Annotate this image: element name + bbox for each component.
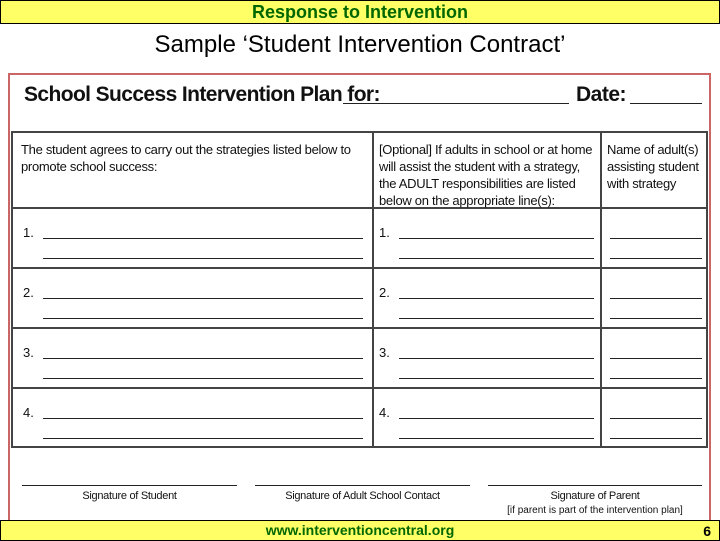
adult-name-line[interactable] <box>610 318 702 319</box>
adult-name-line[interactable] <box>610 438 702 439</box>
row-divider <box>13 387 706 389</box>
row-number: 4. <box>23 405 34 420</box>
date-label: Date: <box>576 83 627 106</box>
student-strategy-line[interactable] <box>43 438 363 439</box>
banner-title: Response to Intervention <box>251 1 469 22</box>
intervention-plan-form <box>8 73 711 525</box>
student-signature-line[interactable] <box>22 485 237 486</box>
student-strategy-line[interactable] <box>43 358 363 359</box>
adult-name-line[interactable] <box>610 298 702 299</box>
adult-responsibility-line[interactable] <box>399 258 594 259</box>
adult-responsibility-line[interactable] <box>399 418 594 419</box>
slide-title: Sample ‘Student Intervention Contract’ <box>154 31 566 58</box>
student-name-line <box>343 103 569 104</box>
adult-contact-signature-line[interactable] <box>255 485 470 486</box>
student-strategy-line[interactable] <box>43 378 363 379</box>
student-column-header: The student agrees to carry out the strategies listed below to promote school success: <box>21 142 351 174</box>
footer-banner <box>0 520 720 541</box>
student-signature-label: Signature of Student <box>82 490 177 502</box>
adult-responsibility-line[interactable] <box>399 298 594 299</box>
adult-help-column-header: [Optional] If adults in school or at home will assist the student with a strategy, the ADULT responsibilities are listed below on the appropriate line(s): <box>379 142 593 208</box>
page-number: 6 <box>703 523 711 539</box>
adult-name-line[interactable] <box>610 378 702 379</box>
column-divider <box>600 133 602 446</box>
column-divider <box>372 133 374 446</box>
student-strategy-line[interactable] <box>43 318 363 319</box>
adult-name-line[interactable] <box>610 358 702 359</box>
student-strategy-line[interactable] <box>43 238 363 239</box>
student-strategy-line[interactable] <box>43 418 363 419</box>
row-number: 2. <box>23 285 34 300</box>
row-number: 2. <box>379 285 390 300</box>
row-number: 3. <box>379 345 390 360</box>
adult-name-line[interactable] <box>610 418 702 419</box>
adult-responsibility-line[interactable] <box>399 318 594 319</box>
date-line <box>630 103 702 104</box>
adult-name-line[interactable] <box>610 238 702 239</box>
strategy-table <box>11 131 708 448</box>
parent-signature-label: Signature of Parent <box>550 490 640 502</box>
row-number: 4. <box>379 405 390 420</box>
adult-contact-signature-label: Signature of Adult School Contact <box>285 490 440 502</box>
row-number: 1. <box>379 225 390 240</box>
top-banner <box>0 0 720 24</box>
plan-title: School Success Intervention Plan for: <box>24 83 380 106</box>
parent-signature-note: [if parent is part of the intervention plan] <box>507 505 683 516</box>
row-number: 3. <box>23 345 34 360</box>
adult-responsibility-line[interactable] <box>399 238 594 239</box>
row-divider <box>13 267 706 269</box>
adult-name-line[interactable] <box>610 258 702 259</box>
header-divider <box>13 207 706 209</box>
parent-signature-line[interactable] <box>488 485 702 486</box>
student-strategy-line[interactable] <box>43 298 363 299</box>
row-divider <box>13 327 706 329</box>
adult-responsibility-line[interactable] <box>399 378 594 379</box>
adult-names-column-header: Name of adult(s) assisting student with strategy <box>607 142 699 191</box>
adult-responsibility-line[interactable] <box>399 438 594 439</box>
student-strategy-line[interactable] <box>43 258 363 259</box>
adult-responsibility-line[interactable] <box>399 358 594 359</box>
row-number: 1. <box>23 225 34 240</box>
footer-url[interactable]: www.interventioncentral.org <box>265 522 455 538</box>
